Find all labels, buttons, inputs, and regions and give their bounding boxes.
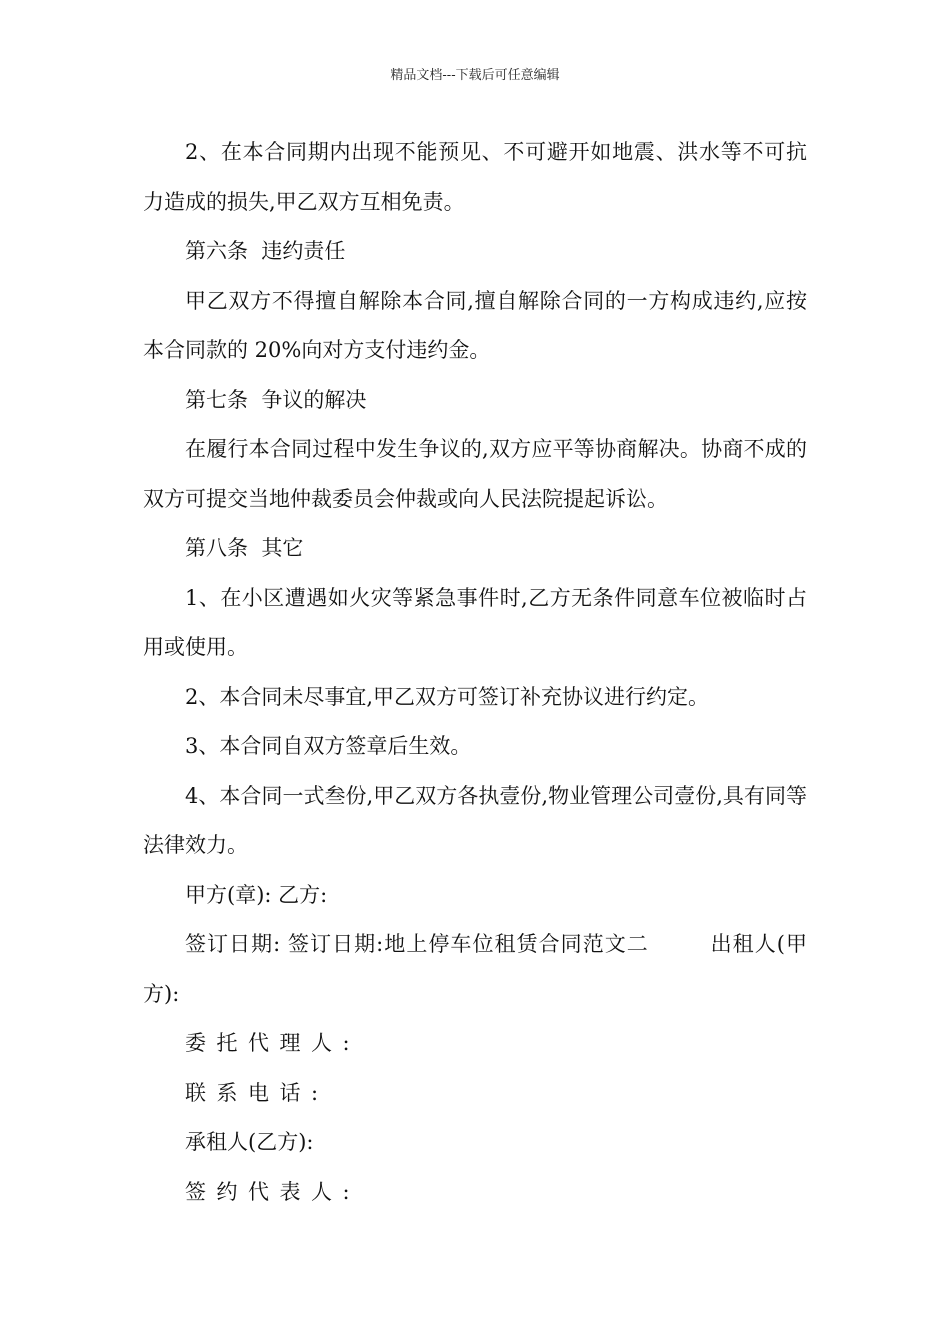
- page-header: 精品文档---下载后可任意编辑: [390, 68, 560, 83]
- article-six-text: 甲乙双方不得擅自解除本合同,擅自解除合同的一方构成违约,应按本合同款的 20%向对方支付违约金。: [143, 288, 807, 362]
- agent-field: 委托代理人:: [185, 1031, 361, 1055]
- article-six-title: 第六条 违约责任: [185, 239, 346, 263]
- lessee-field: 承租人(乙方):: [185, 1130, 314, 1154]
- representative-field: 签约代表人:: [185, 1179, 361, 1204]
- article-eight-item-1: 1、在小区遭遇如火灾等紧急事件时,乙方无条件同意车位被临时占用或使用。: [143, 585, 807, 659]
- article-eight-item-3: 3、本合同自双方签章后生效。: [185, 734, 472, 758]
- document-body: [143, 128, 807, 1217]
- party-seal-line: 甲方(章): 乙方:: [185, 882, 328, 907]
- signing-date-line: 签订日期: 签订日期:地上停车位租赁合同范文二 出租人(甲方):: [143, 932, 807, 1006]
- clause-force-majeure: 2、在本合同期内出现不能预见、不可避开如地震、洪水等不可抗力造成的损失,甲乙双方互相免责。: [143, 140, 807, 214]
- phone-field: 联系电话:: [185, 1080, 329, 1105]
- article-eight-title: 第八条 其它: [185, 536, 304, 560]
- article-eight-item-4: 4、本合同一式叁份,甲乙双方各执壹份,物业管理公司壹份,具有同等法律效力。: [143, 783, 807, 857]
- article-seven-title: 第七条 争议的解决: [185, 387, 367, 412]
- article-eight-item-2: 2、本合同未尽事宜,甲乙双方可签订补充协议进行约定。: [185, 684, 710, 709]
- article-seven-text: 在履行本合同过程中发生争议的,双方应平等协商解决。协商不成的双方可提交当地仲裁委员会仲裁或向人民法院提起诉讼。: [143, 437, 807, 511]
